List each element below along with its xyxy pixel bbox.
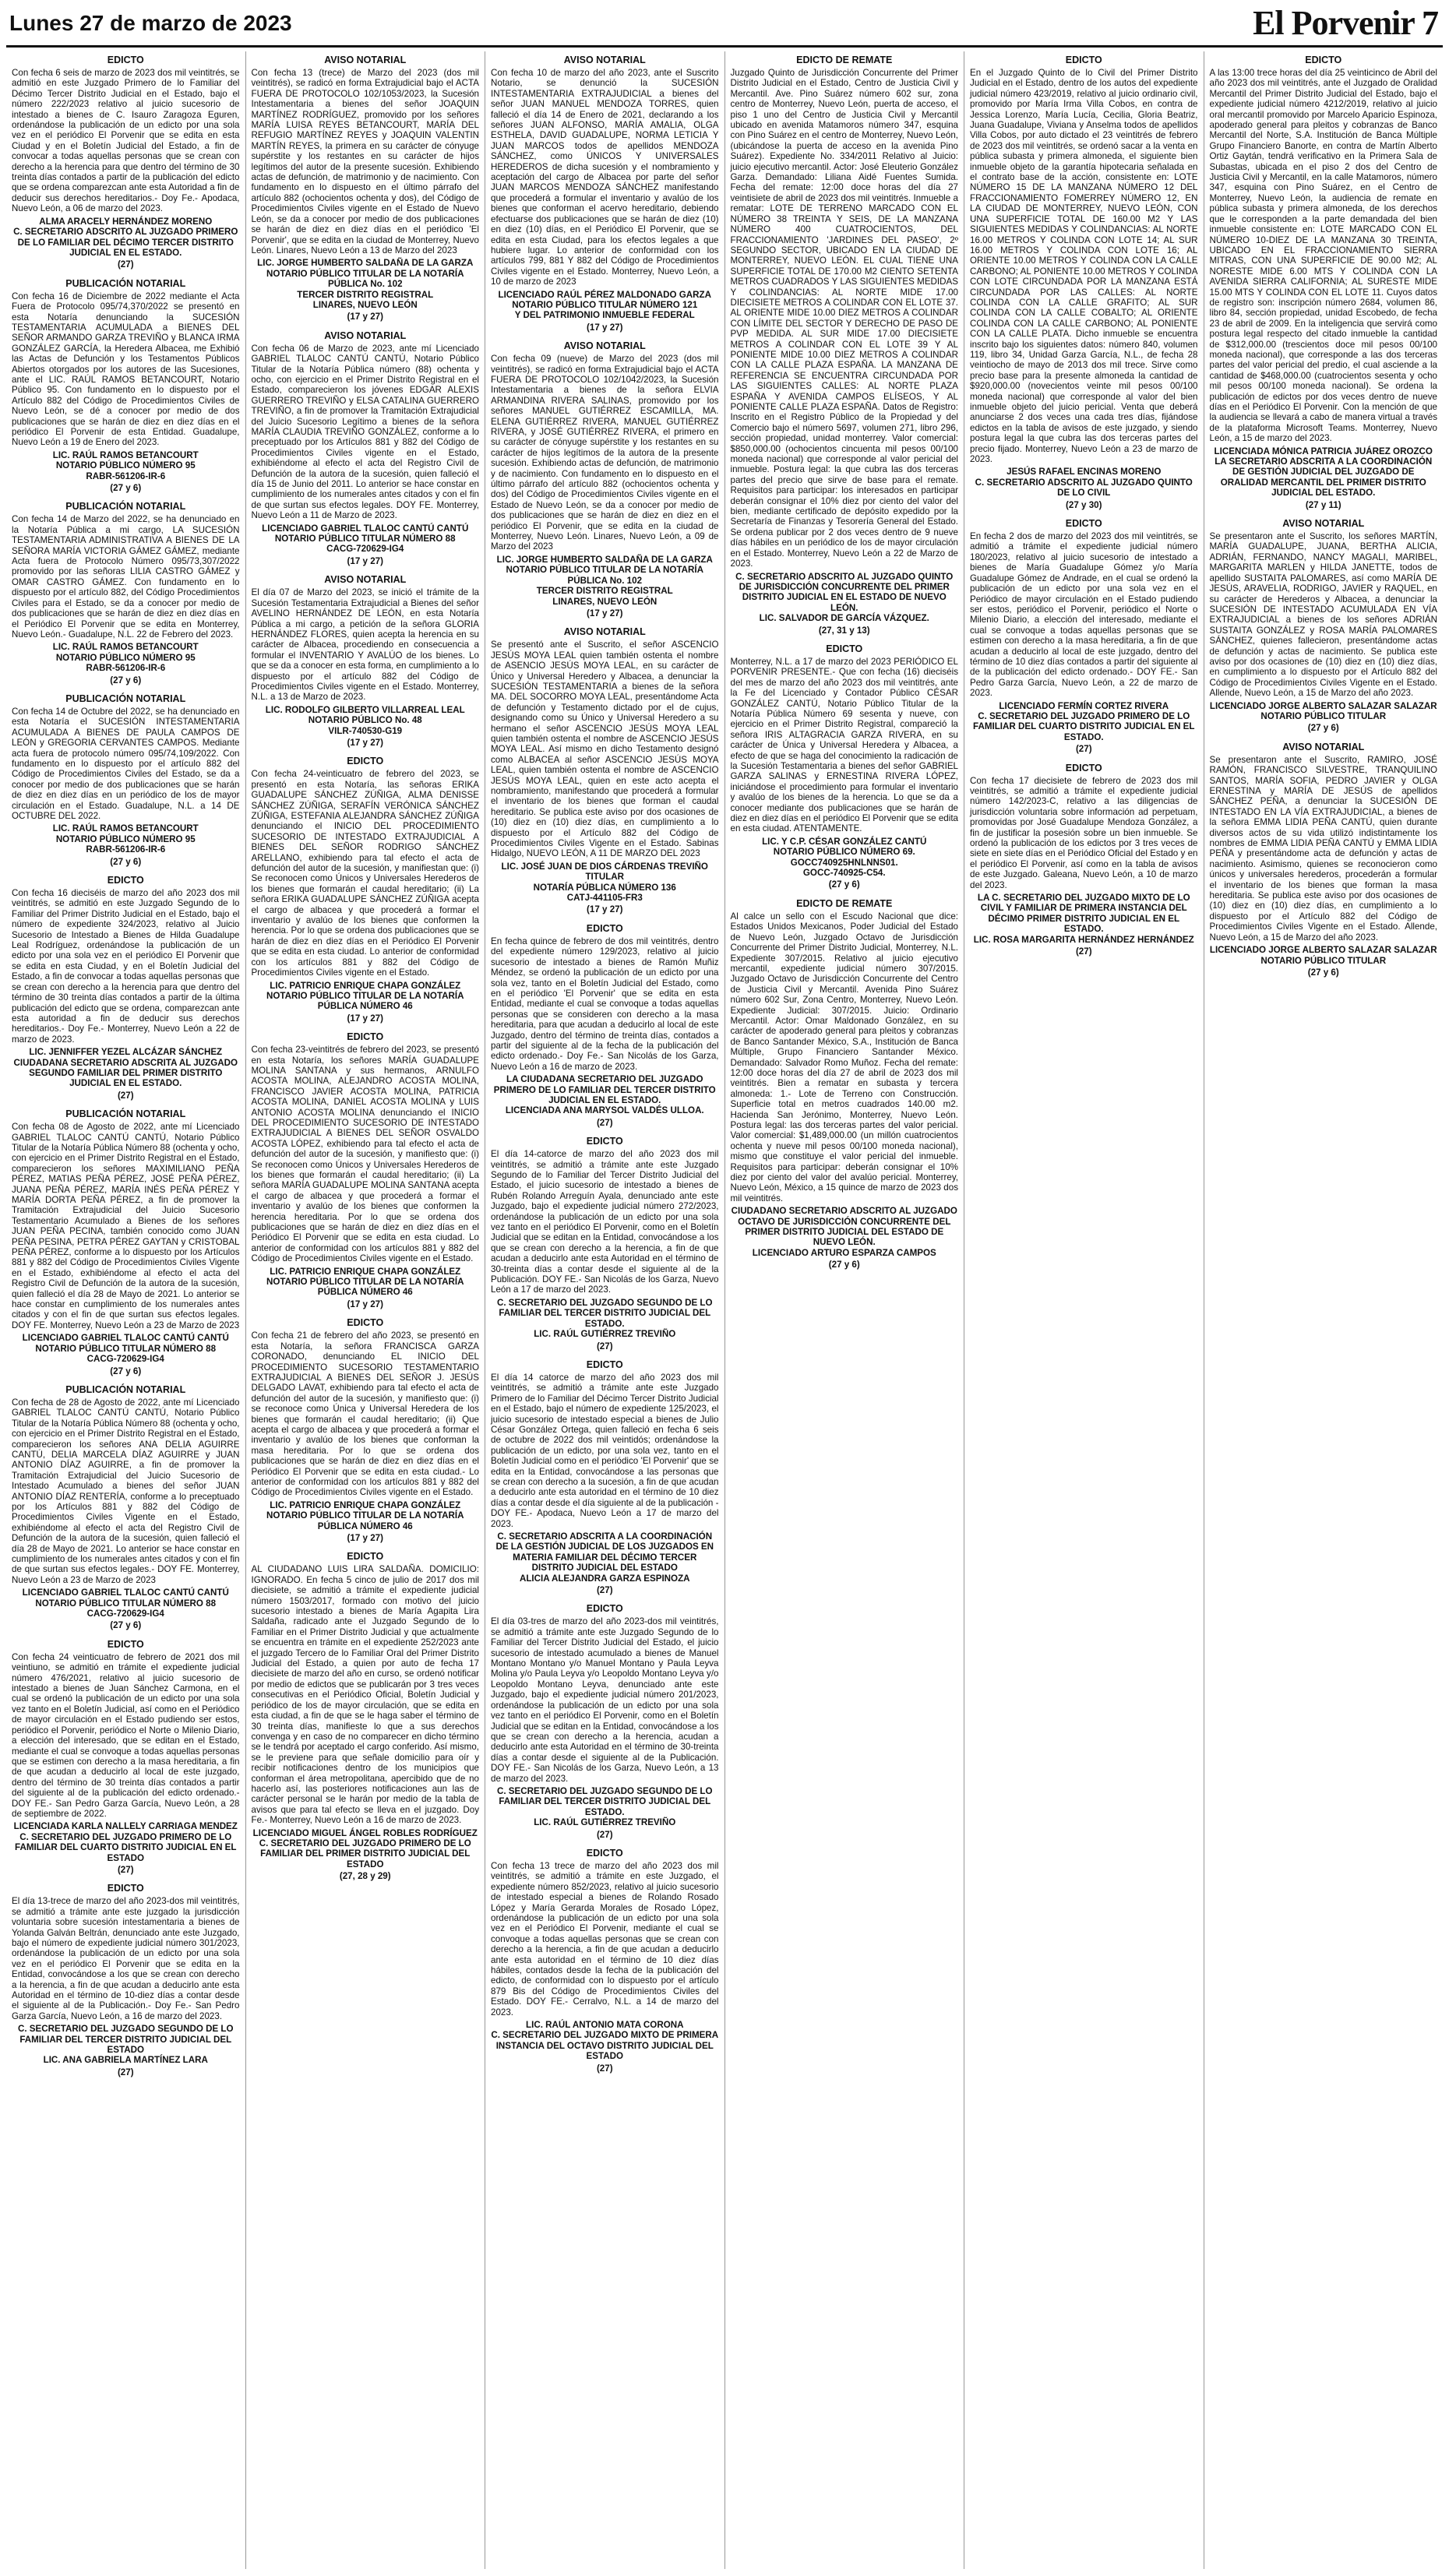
notice-signature: LICENCIADO MIGUEL ÁNGEL ROBLES RODRÍGUEZ C. SECRETARIO DEL JUZGADO PRIMERO DE LO FAMILIAR DEL PRIMER DISTRITO JUDICIAL DEL ESTADO [252, 1827, 478, 1869]
notice-body: Con fecha 24-veinticuatro de febrero del 2023, se presentó en esta Notaría, las señoras ERIKA GUADALUPE SÁNCHEZ ZÚÑIGA, ALMA DENISSE SÁNCHEZ ZÚÑIGA, SERAFÍN VERÓNICA SÁNCHEZ ZÚÑIGA, ESTEFANIA ALEJANDRA SÁNCHEZ ZÚÑIGA denunciando el INICIO DEL PROCEDIMIENTO SUCESORIO DE INTESTADO EXTRAJUDICIAL A BIENES DEL SEÑOR RODRIGO SÁNCHEZ ARELLANO, exhibiendo para tal efecto el acta de defunción del autor de la sucesión, y manifiestan que: (i) Se reconocen como Únicos y Universales Herederos de los bienes que formarán el caudal hereditario; (ii) La señora ERIKA GUADALUPE SÁNCHEZ ZÚÑIGA acepta el cargo de albacea y que procederá a formar el inventario y avalúo de los bienes que conformen la herencia. Por lo que se ordena dos publicaciones que se harán de diez en diez días en el Periódico El Porvenir que se edita en esta ciudad. Lo anterior de conformidad con los artículos 881 y 882 del Código de Procedimientos Civiles vigente en el Estado. [251, 769, 479, 978]
notice-heading: PUBLICACIÓN NOTARIAL [65, 1383, 186, 1395]
notice-signature: LIC. PATRICIO ENRIQUE CHAPA GONZÁLEZ NOTARIO PÚBLICO TITULAR DE LA NOTARÍA PÚBLICA NÚMERO 46 [266, 980, 464, 1012]
notice-publication-dates: (17 y 27) [347, 555, 383, 566]
notice-signature: LICENCIADO GABRIEL TLALOC CANTÚ CANTÚ NOTARIO PÚBLICO TITULAR NÚMERO 88 CACG-720629-IG4 [22, 1333, 229, 1365]
column-1 [6, 51, 246, 2569]
notice-signature: LICENCIADA MÓNICA PATRICIA JUÁREZ OROZCO LA SECRETARIO ADSCRITA A LA COORDINACIÓN DE GESTIÓN JUDICIAL DEL JUZGADO DE ORALIDAD MERCANTIL DEL PRIMER DISTRITO JUDICIAL DEL ESTADO. [1214, 446, 1433, 499]
notice-heading: PUBLICACIÓN NOTARIAL [65, 277, 186, 289]
masthead-rule [6, 45, 1443, 48]
notice-heading: AVISO NOTARIAL [1282, 518, 1365, 530]
notice-heading: EDICTO [347, 1317, 384, 1329]
notice-heading: EDICTO [1065, 518, 1102, 530]
notice-publication-dates: (27, 31 y 13) [818, 625, 870, 636]
notice-signature: LA CIUDADANA SECRETARIO DEL JUZGADO PRIMERO DE LO FAMILIAR DEL TERCER DISTRITO JUDICIAL EN EL ESTADO. LICENCIADA ANA MARYSOL VALDÉS ULLOA. [493, 1074, 716, 1116]
legal-notice [731, 898, 959, 1270]
notice-body: Se presentó ante el Suscrito, el señor ASCENCIO JESÚS MOYA LEAL quien también ostenta el nombre de ASENCIO JESÚS MOYA LEAL, en su carácter de Único y Universal Heredero y Albacea, a denunciar la SUCESIÓN TESTAMENTARIA a bienes de la señora MA. DEL SOCORRO MOYA LEAL, presentándome Acta de defunción y Testamento dictado por el de cujus, designando como su Único y Universal Heredero a su hermano el señor ASCENCIO JESÚS MOYA LEAL quien también ostenta el nombre de ASCENCIO JESÚS MOYA LEAL. Así mismo en dicho Testamento designó como ALBACEA al señor ASCENCIO JESÚS MOYA LEAL, quien también ostenta el nombre de ASCENCIO JESÚS MOYA LEAL, quien en este acto acepta el nombramiento, manifestando que procederá a formular el inventario de los bienes que forman el caudal hereditario. Se publica este aviso por dos ocasiones de (10) diez en (10) diez días, en cumplimiento a lo dispuesto por el Artículo 882 del Código de Procedimientos Civiles Vigente en el Estado. Sabinas Hidalgo, NUEVO LEÓN, A 11 DE MARZO DEL 2023 [491, 640, 719, 859]
notice-publication-dates: (27) [117, 259, 134, 270]
notice-publication-dates: (17 y 27) [347, 1299, 383, 1309]
notice-body: Con fecha 16 de Diciembre de 2022 mediante el Acta Fuera de Protocolo 095/74,370/2022 se presentó en esta Notaría denunciando la SUCESIÓN TESTAMENTARIA ACUMULADA a BIENES DEL SEÑOR ARMANDO GARZA TREVIÑO y BLANCA IRMA GONZÁLEZ GARCÍA, la Heredera Albacea, me Exhibió las Actas de Defunción y los Testamentos Públicos Abiertos otorgados por los autores de las Sucesiones, ante el LIC. RAÚL RAMOS BETANCOURT, Notario Público 95. Con fundamento en lo dispuesto por el Artículo 882 del Código de Procedimientos Civiles de Nuevo León, se dé a conocer por medio de dos publicaciones que se harán de diez en diez días en el periódico El Porvenir de esta Entidad. Guadalupe, Nuevo León a 19 de Enero del 2023. [12, 291, 240, 448]
notice-publication-dates: (17 y 27) [587, 608, 623, 618]
notice-signature: JESÚS RAFAEL ENCINAS MORENO C. SECRETARIO ADSCRITO AL JUZGADO QUINTO DE LO CIVIL [975, 467, 1193, 499]
notice-signature: LIC. RAÚL RAMOS BETANCOURT NOTARIO PÚBLICO NÚMERO 95 RABR-561206-IR-6 [52, 642, 199, 674]
notice-body: Con fecha 06 de Marzo de 2023, ante mí Licenciado GABRIEL TLALOC CANTÚ CANTÚ, Notario Público Titular de la Notaría Pública número (88) ochenta y ocho, con ejercicio en el Primer Distrito Registral en el Estado, comparecieron los jóvenes EDGAR ALEXIS GUERRERO TREVIÑO y ELSA CATALINA GUERRERO TREVIÑO, a fin de promover la Tramitación Extrajudicial del Juicio Sucesorio Legítimo a bienes de la señora MARÍA CLAUDIA TREVIÑO GONZÁLEZ, conforme a lo preceptuado por los Artículos 881 y 882 del Código de Procedimientos Civiles vigente en el Estado, exhibiéndome al efecto el acta del Registro Civil de Defunción de la autora de la sucesión, quien falleció el día 15 de Junio del 2011. Lo anterior se hace constar en cumplimiento de los numerales antes citados y con el fin de que surtan sus efectos legales. DOY FE. Monterrey, Nuevo León a 11 de Marzo de 2023. [251, 343, 479, 521]
legal-notice [12, 55, 240, 270]
legal-notice [1210, 55, 1438, 510]
notice-heading: EDICTO DE REMATE [796, 897, 893, 909]
notice-body: Con fecha 16 dieciséis de marzo del año 2023 dos mil veintitrés, se admitió en este Juzgado Segundo de lo Familiar del Primer Distrito Judicial en el Estado, bajo el número de expediente 324/2023, relativo al Juicio Sucesorio de Intestado a Bienes de Hilda Guadalupe Leal Rodríguez, ordenándose la publicación de un edicto por una sola vez en el periódico El Porvenir que se edita en esta Ciudad, y en el Boletín Judicial del Estado, a fin de convocar a todas aquellas personas que se crean con derecho a la herencia para que dentro del término de 30 treinta días contados a partir de la última publicación del edicto que se ordena, comparezcan ante esta autoridad a fin de deducir sus derechos hereditarios.- Doy Fe.- Monterrey, Nuevo León a 22 de marzo de 2023. [12, 888, 240, 1045]
notice-heading: EDICTO [1065, 55, 1102, 65]
notice-body: El día 13-trece de marzo del año 2023-dos mil veintitrés, se admitió a trámite ante este juzgado la jurisdicción voluntaria sobre sucesión intestamentaria a bienes de Yolanda Galván Beltrán, denunciado ante este Juzgado, bajo el número de expediente judicial número 301/2023, ordenándose la publicación de un edicto por una sola vez en el periódico El Porvenir que se edita en la Entidad, convocándose a los que se crean con derecho a la herencia, a fin de que acudan a deducirlo ante esta Autoridad en el término de 10-diez días a contar desde el siguiente al de la Publicación.- Doy Fe.- San Pedro Garza García, Nuevo León, a 16 de marzo del 2023. [12, 1896, 240, 2021]
notice-heading: EDICTO DE REMATE [796, 55, 893, 65]
notice-body: Con fecha 13 trece de marzo del año 2023 dos mil veintitrés, se admitió a trámite en este Juzgado, el expediente número 852/2023, relativo al juicio sucesorio de intestado especial a bienes de Rolando Rosado López y María Gerarda Morales de Rosado López, ordenándose la publicación de un edicto por una sola vez en el Periódico El Porvenir, mediante el cual se convoque a todas aquellas personas que se crean con derecho a la herencia, a fin de que acudan a deducirlo ante esta autoridad en el término de 10 diez días hábiles, contados desde la fecha de la publicación del edicto, de conformidad con lo dispuesto por el artículo 879 Bis del Código de Procedimientos Civiles del Estado. DOY FE.- Cerralvo, N.L. a 14 de marzo del 2023. [491, 1860, 719, 2017]
notice-body: Se presentaron ante el Suscrito, los señores MARTÍN, MARÍA GUADALUPE, JUANA, BERTHA ALICIA, ADRIÁN, FERNANDO, NANCY MAGALI, MARIBEL, MARGARITA MARLEN y HILDA JANETTE, todos de apellido SUSTAITA PALOMARES, así como MARÍA DE JESÚS, ARAVELIA, RODRIGO, JAVIER y RAQUEL, en su carácter de Herederos y Albacea, a denunciar la SUCESIÓN DE INTESTADO ACUMULADA EN VÍA EXTRAJUDICIAL a bienes de los señores ADRIÁN SUSTAITA GONZÁLEZ y ROSA MARÍA PALOMARES SÁNCHEZ, quienes fallecieron, presentándome actas de defunción y actas de nacimiento. Se publica este aviso por dos ocasiones de (10) diez en (10) diez días, en cumplimiento a lo dispuesto por el Artículo 882 del Código de Procedimientos Civiles Vigente en el Estado. Allende, Nuevo León, a 15 de Marzo del año 2023. [1209, 531, 1437, 699]
notice-signature: LIC. Y C.P. CÉSAR GONZÁLEZ CANTÚ NOTARIO PÚBLICO NÚMERO 69. GOCC740925HNLNNS01. GOCC-740925-C54. [762, 836, 927, 879]
legal-notice [1210, 742, 1438, 978]
notice-publication-dates: (17 y 27) [587, 322, 623, 333]
notice-signature: LICENCIADA KARLA NALLELY CARRIAGA MENDEZ C. SECRETARIO DEL JUZGADO PRIMERO DE LO FAMILIAR DEL CUARTO DISTRITO JUDICIAL EN EL ESTADO [13, 1821, 238, 1863]
notice-heading: EDICTO [107, 55, 144, 65]
notice-body: Con fecha 14 de Marzo del 2022, se ha denunciado en la Notaría Pública a mi cargo, LA SUCESIÓN TESTAMENTARIA ADMINISTRATIVA A BIENES DE LA SEÑORA MARÍA VICTORIA GÁMEZ GÁMEZ, mediante Acta fuera de Protocolo Número 095/73,307/2022 promovido por las señoras LILIA CASTRO GÁMEZ y OMAR CASTRO GÁMEZ. Con fundamento en lo dispuesto por el artículo 882, del Código Procedimientos Civiles para el Estado, se da a conocer por medio de dos publicaciones que se harán de diez en diez días en el Periódico El Porvenir que se edita en Monterrey, Nuevo León.- Guadalupe, N.L. 22 de Febrero del 2023. [12, 514, 240, 640]
notice-body: Con fecha 23-veintitrés de febrero del 2023, se presentó en esta Notaría, los señores MARÍA GUADALUPE MOLINA SANTANA y sus hermanos, ARNULFO ACOSTA MOLINA, ALEJANDRO ACOSTA MOLINA, FRANCISCO JAVIER ACOSTA MOLINA, PATRICIA ACOSTA MOLINA, DANIEL ACOSTA MOLINA y LUIS ANTONIO ACOSTA MOLINA denunciando el INICIO DEL PROCEDIMIENTO SUCESORIO DE INTESTADO EXTRAJUDICIAL A BIENES DEL SEÑOR OSVALDO ACOSTA LÓPEZ, exhibiendo para tal efecto el acta de defunción del autor de la sucesión, y manifiesto que: (i) Se reconocen como Únicos y Universales Herederos de los bienes que formarán el caudal hereditario; (ii) La señora MARÍA GUADALUPE MOLINA SANTANA acepta el cargo de albacea y que procederá a formar el inventario y avalúo de los bienes que conformen la herencia hereditaria. Por lo que se ordena dos publicaciones que se harán de diez en diez días en el Periódico El Porvenir que se edita en esta ciudad. Lo anterior de conformidad con los artículos 881 y 882 del Código de Procedimientos Civiles vigente en el Estado. [251, 1045, 479, 1264]
notice-heading: AVISO NOTARIAL [563, 626, 646, 638]
legal-notice [731, 55, 959, 636]
legal-notice [1210, 518, 1438, 734]
legal-notice [491, 923, 719, 1128]
notice-body: Con fecha de 28 de Agosto de 2022, ante mí Licenciado GABRIEL TLALOC CANTÚ CANTÚ, Notario Público Titular de la Notaría Pública Número 88 (ochenta y ocho, con ejercicio en el Primer Distrito Registral en el Estado, comparecieron los señores ANA DELIA AGUIRRE CANTÚ, DELIA MARCELA DÍAZ AGUIRRE y JUAN ANTONIO DÍAZ AGUIRRE, a fin de promover la Tramitación Extrajudicial del Juicio Sucesorio de Intestado Acumulado a bienes del señor JUAN ANTONIO DÍAZ RENTERÍA, conforme a lo preceptuado por los Artículos 881 y 882 del Código de Procedimientos Civiles Vigente en el Estado, exhibiéndome al efecto el acta del Registro Civil de Defunción de la autora de la sucesión, quien falleció el día 28 de Mayo de 2021. Lo anterior se hace constar en cumplimiento de los numerales antes citados y con el fin de que surtan sus efectos legales.- DOY FE. Monterrey, Nuevo León a 23 de Marzo de 2023 [12, 1397, 240, 1585]
notice-publication-dates: (27) [1075, 946, 1092, 957]
notice-signature: C. SECRETARIO ADSCRITA A LA COORDINACIÓN DE LA GESTIÓN JUDICIAL DE LOS JUZGADOS EN MATERIA FAMILIAR DEL DÉCIMO TERCER DISTRITO JUDICIAL DEL ESTADO ALICIA ALEJANDRA GARZA ESPINOZA [495, 1531, 714, 1584]
notice-publication-dates: (27 y 6) [110, 1620, 142, 1631]
notice-signature: LIC. RODOLFO GILBERTO VILLARREAL LEAL NOTARIO PÚBLICO No. 48 VILR-740530-G19 [265, 704, 465, 736]
notice-body: El día 07 de Marzo del 2023, se inició el trámite de la Sucesión Testamentaria Extrajudicial a Bienes del señor AVELINO HERNÁNDEZ DE LEÓN, en esta Notaría Pública a mi cargo, a petición de la señora GLORIA HERNÁNDEZ FLORES, quien acepta la herencia en su carácter de Albacea, procediendo en consecuencia a formular el INVENTARIO Y AVALÚO de los bienes. Lo que se da a conocer en esta forma, en cumplimiento a lo dispuesto por el artículo 882 del Código de Procedimientos Civiles vigente en el Estado. Monterrey, N.L. a 13 de Marzo de 2023. [251, 587, 479, 703]
notice-signature: LICENCIADO GABRIEL TLALOC CANTÚ CANTÚ NOTARIO PÚBLICO TITULAR NÚMERO 88 CACG-720629-IG4 [262, 523, 469, 555]
notice-heading: EDICTO [586, 1847, 623, 1859]
notice-body: Con fecha 09 (nueve) de Marzo del 2023 (dos mil veintitrés), se radicó en forma Extrajudicial bajo el ACTA FUERA DE PROTOCOLO 102/1042/2023, la Sucesión Intestamentaria a bienes de la señora ELVIA ARMANDINA RIVERA SALINAS, promovido por los señores MANUEL GUTIÉRREZ ESCAMILLA, MA. ELENA GUTIÉRREZ RIVERA, MANUEL GUTIÉRREZ RIVERA, y JOSÉ GUTIÉRREZ RIVERA, el primero en su carácter de cónyuge supérstite y los restantes en su carácter de hijos legítimos de la autora de la presente sucesión. Exhibiendo actas de defunción, de matrimonio y de nacimiento. Con fundamento en lo dispuesto en el último párrafo del artículo 882 (ochocientos ochenta y dos) del Código de Procedimientos Civiles vigente en el Estado de Nuevo León, se da a conocer por medio de dos publicaciones que se harán de diez en diez en el periódico El Porvenir, que se edita en la ciudad de Monterrey, Nuevo León. Linares, Nuevo León, a 09 de Marzo del 2023 [491, 354, 719, 552]
notice-heading: EDICTO [347, 756, 384, 767]
notice-heading: EDICTO [347, 1551, 384, 1563]
notice-body: AL CIUDADANO LUIS LIRA SALDAÑA. DOMICILIO: IGNORADO. En fecha 5 cinco de julio de 2017 dos mil diecisiete, se admitió a trámite el expediente judicial número 1503/2017, formado con motivo del juicio sucesorio intestado a bienes de María Agapita Lira Saldaña, radicado ante el Juzgado Segundo de lo Familiar en el Primer Distrito Judicial y que actualmente se encuentra en trámite en el expediente 252/2023 ante el juzgado Tercero de lo Familiar Oral del Primer Distrito Judicial del Estado, a quien por auto de fecha 17 diecisiete de marzo del año en curso, se ordenó notificar por medio de edictos que se publicarán por 3 tres veces consecutivas en el Periódico Oficial, Boletín Judicial y periódico de los de mayor circulación, que se edita en esta ciudad, a fin de que se le haga saber el término de 30 treinta días, manifieste lo que a sus derechos convenga y en caso de no comparecer en dicho término se le tendrá por aceptado el cargo conferido. Así mismo, se le previene para que señale domicilio para oír y recibir notificaciones dentro de los municipios que conforman el área metropolitana, apercibido que de no hacerlo así, las posteriores notificaciones aun las de carácter personal se le harán por medio de la tabla de avisos que para tal efecto se lleva en el juzgado. Doy Fe.- Monterrey, Nuevo León a 16 de marzo de 2023. [251, 1564, 479, 1826]
notice-body: Con fecha 17 diecisiete de febrero de 2023 dos mil veintitrés, se admitió a trámite el expediente judicial número 142/2023-C, relativo a las diligencias de jurisdicción voluntaria sobre información ad perpetuam, promovidas por José Guadalupe Mendoza González, a fin de justificar la posesión sobre un bien inmueble. Se ordenó la publicación de los edictos por 3 tres veces de siete en siete días en el Periódico Oficial del Estado y en el periódico El Porvenir, así como en la tabla de avisos de este Juzgado. Galeana, Nuevo León, a 10 de marzo del 2023. [970, 775, 1198, 890]
notice-publication-dates: (27) [596, 1829, 613, 1840]
legal-notice [12, 875, 240, 1101]
notice-body: El día 14-catorce de marzo del año 2023 dos mil veintitrés, se admitió a trámite ante este Juzgado Segundo de lo Familiar del Tercer Distrito Judicial del Estado, el juicio sucesorio de intestado a bienes de Rubén Rolando Arreguín Ayala, denunciado ante este Juzgado, bajo el expediente judicial número 272/2023, ordenándose la publicación de un edicto por una sola vez tanto en el periódico El Porvenir, como en el Boletín Judicial que se editan en la Entidad, convocándose a los que se crean con derecho a la herencia, a fin de que acudan a deducirlo ante esta Autoridad en el término de 30-treinta días a contar desde el siguiente al de la Publicación. DOY FE.- San Nicolás de los Garza, Nuevo León a 17 de marzo del 2023. [491, 1149, 719, 1295]
notice-signature: LIC. PATRICIO ENRIQUE CHAPA GONZÁLEZ NOTARIO PÚBLICO TITULAR DE LA NOTARÍA PÚBLICA NÚMERO 46 [266, 1499, 464, 1531]
notice-heading: EDICTO [107, 1883, 144, 1894]
notice-signature: C. SECRETARIO ADSCRITO AL JUZGADO QUINTO DE JURISDICCIÓN CONCURRENTE DEL PRIMER DISTRITO JUDICIAL EN EL ESTADO DE NUEVO LEÓN. LIC. SALVADOR DE GARCÍA VÁZQUEZ. [735, 571, 954, 624]
notice-heading: AVISO NOTARIAL [1282, 741, 1365, 752]
logo-text: El Porvenir [1253, 4, 1414, 42]
notice-heading: EDICTO [826, 643, 863, 654]
column-6 [1204, 51, 1444, 2569]
notice-signature: LIC. RAÚL RAMOS BETANCOURT NOTARIO PÚBLICO NÚMERO 95 RABR-561206-IR-6 [52, 449, 199, 481]
legal-notice [12, 693, 240, 867]
notice-publication-dates: (17 y 27) [347, 737, 383, 748]
logo-mark: 7 [1422, 4, 1438, 42]
legal-notice [252, 1551, 480, 1881]
notice-body: Al calce un sello con el Escudo Nacional que dice: Estados Unidos Mexicanos, Poder Judicial del Estado de Nuevo León, Juzgado Octavo de Jurisdicción Concurrente del Primer Distrito Judicial, Monterrey, N.L. Expediente 307/2015. Relativo al juicio ejecutivo mercantil, expediente judicial número 307/2015. Juzgado Octavo de Jurisdicción Concurrente del Centro de Justicia Civil y Mercantil. Avenida Pino Suárez número 602 Sur, Zona Centro, Monterrey, Nuevo León. Expediente Judicial: 307/2015. Juicio: Ordinario Mercantil. Actor: Omar Maldonado González, en su carácter de apoderado general para pleitos y cobranzas de Banco Santander México, S.A., Institución de Banca Múltiple, Grupo Financiero Santander México. Demandado: Salvador Romo Muñoz. Fecha del remate: 12:00 doce horas del día 27 de abril de 2023 dos mil veintitrés. Bien a rematar en subasta y tercera almoneda: 1.- Lote de Terreno con Construcción. Superficie total en metros cuadrados 140.00 m2. Hacienda San Jerónimo, Monterrey, Nuevo León. Postura legal: las dos terceras partes del valor pericial. Valor comercial: $1,489,000.00 (un millón cuatrocientos ochenta y nueve mil pesos 00/100 moneda nacional), mismo que constituye el valor pericial del inmueble. Requisitos para participar: deberán consignar el 10% diez por ciento del valor del avalúo pericial. Monterrey, Nuevo León, México, a 15 quince de marzo de 2023 dos mil veintitrés. [730, 911, 958, 1203]
notice-signature: LICENCIADO JORGE ALBERTO SALAZAR SALAZAR NOTARIO PÚBLICO TITULAR [1209, 700, 1437, 721]
legal-notice [252, 55, 480, 322]
legal-notice [252, 574, 480, 748]
notice-signature: LIC. JORGE HUMBERTO SALDAÑA DE LA GARZA NOTARIO PÚBLICO TITULAR DE LA NOTARÍA PÚBLICA No. 102 TERCER DISTRITO REGISTRAL LINARES, NUEVO LEÓN [257, 258, 474, 310]
notice-publication-dates: (27) [596, 1117, 613, 1128]
legal-notice [491, 55, 719, 333]
notice-publication-dates: (27 y 6) [110, 675, 142, 685]
legal-notice [12, 1883, 240, 2077]
notice-body: Con fecha 21 de febrero del año 2023, se presentó en esta Notaría, la señora FRANCISCA GARZA CORONADO, denunciando EL INICIO DEL PROCEDIMIENTO SUCESORIO TESTAMENTARIO EXTRAJUDICIAL A BIENES DEL SEÑOR J. JESÚS DELGADO LAVAT, exhibiendo para tal efecto el acta de defunción del autor de la sucesión, y manifiesto que: (i) se reconoce como Única y Universal Heredera de los bienes que formarán el caudal hereditario; (ii) Que acepta el cargo de albacea y que procederá a formar el inventario y avalúo de los bienes que conforman la masa hereditaria. Por lo que se ordena dos publicaciones que se harán de diez en diez días en el Periódico El Porvenir que se edita en esta ciudad.- Lo anterior de conformidad con los artículos 881 y 882 del Código de Procedimientos Civiles vigente en el Estado. [251, 1330, 479, 1498]
notice-heading: PUBLICACIÓN NOTARIAL [65, 501, 186, 513]
legal-notice [252, 756, 480, 1024]
notice-publication-dates: (27 y 6) [828, 879, 860, 890]
notice-signature: CIUDADANO SECRETARIO ADSCRITO AL JUZGADO OCTAVO DE JURISDICCIÓN CONCURRENTE DEL PRIMER DISTRITO JUDICIAL DEL ESTADO DE NUEVO LEÓN. LICENCIADO ARTURO ESPARZA CAMPOS [731, 1206, 957, 1258]
notice-signature: C. SECRETARIO DEL JUZGADO SEGUNDO DE LO FAMILIAR DEL TERCER DISTRITO JUDICIAL DEL ESTADO. LIC. RAÚL GUTIÉRREZ TREVIÑO [496, 1785, 713, 1828]
notice-body: Con fecha 24 veinticuatro de febrero de 2021 dos mil veintiuno, se admitió en trámite el expediente judicial número 476/2021, relativo al juicio sucesorio de intestado a bienes de Juan Sánchez Carmona, en el cual se ordenó la publicación de un edicto por una sola vez tanto en el Boletín Judicial, así como en el Periódico de mayor circulación en el Estado pudiendo ser estos, periódico el Porvenir, periódico el Norte o Milenio Diario, a elección del interesado, que se editan en el Estado, mediante el cual se convoque a todas aquellas personas que se estimen con derecho a la masa hereditaria, a fin de que acudan a deducirlo al local de este juzgado, dentro del término de 30 treinta días contados a partir del siguiente al de la publicación del edicto ordenado.- DOY FE.- San Pedro Garza García, Nuevo León, a 28 de septiembre de 2022. [12, 1651, 240, 1819]
legal-notice [970, 763, 1198, 957]
notice-publication-dates: (27 y 6) [110, 483, 142, 494]
notice-publication-dates: (27) [117, 2067, 134, 2077]
classified-columns [6, 51, 1443, 2569]
notice-body: En fecha 2 dos de marzo del 2023 dos mil veintitrés, se admitió a trámite el expediente judicial número 180/2023, relativo al juicio sucesorio de intestado a bienes de María Guadalupe Gómez y/o María Guadalupe Gómez de Andrade, en el cual se ordenó la publicación de un edicto por una sola vez en el Periódico de mayor circulación en el Estado pudiendo ser estos, periódico el Porvenir, periódico el Norte o Milenio Diario, a elección del interesado, mediante el cual se convoque a todas aquellas personas que se estimen con derecho a la masa hereditaria, a fin de que acudan a deducirlo al local de este juzgado, dentro del término de 10 diez días contados a partir del siguiente al de la publicación del edicto ordenado.- DOY FE.- San Pedro Garza García, Nuevo León, a 22 de marzo de 2023. [970, 531, 1198, 699]
notice-body: Con fecha 08 de Agosto de 2022, ante mí Licenciado GABRIEL TLALOC CANTÚ CANTÚ, Notario Público Titular de la Notaría Pública Número 88 (ochenta y ocho, con ejercicio en el Primer Distrito Registral en el Estado, comparecieron los señores MAXIMILIANO PEÑA PÉREZ, MATIAS PEÑA PÉREZ, JOSÉ PEÑA PÉREZ, JUANA PEÑA PÉREZ, MARÍA INÉS PEÑA PÉREZ Y MARÍA DORTA PEÑA PÉREZ, a fin de promover la Tramitación Extrajudicial del Juicio Sucesorio Testamentario Acumulado a Bienes de los señores JUAN PEÑA PECINA, también conocido como JUAN PEÑA PESINA, PETRA PÉREZ GAYTAN y CRISTOBAL PEÑA PÉREZ, conforme a lo dispuesto por los Artículos 881 y 882 del Código de Procedimientos Civiles Vigente en el Estado, exhibiéndome al efecto el acta del Registro Civil de Defunción de la autora de la sucesión, quien falleció el día 28 de Mayo de 2021. Lo anterior se hace constar en cumplimiento de los numerales antes citados y con el fin de que surtan sus efectos legales. DOY FE. Monterrey, Nuevo León a 23 de Marzo de 2023 [12, 1122, 240, 1330]
legal-notice [491, 1603, 719, 1840]
notice-heading: AVISO NOTARIAL [324, 329, 407, 341]
notice-publication-dates: (27) [596, 2063, 613, 2074]
notice-heading: EDICTO [586, 1603, 623, 1615]
notice-heading: EDICTO [586, 1358, 623, 1370]
notice-signature: LIC. JENNIFFER YEZEL ALCÁZAR SÁNCHEZ CIUDADANA SECRETARIO ADSCRITA AL JUZGADO SEGUNDO FAMILIAR DEL PRIMER DISTRITO JUDICIAL EN EL ESTADO. [13, 1047, 238, 1089]
notice-publication-dates: (27 y 6) [1307, 723, 1339, 734]
notice-signature: C. SECRETARIO DEL JUZGADO SEGUNDO DE LO FAMILIAR DEL TERCER DISTRITO JUDICIAL DEL ESTADO LIC. ANA GABRIELA MARTÍNEZ LARA [17, 2024, 234, 2066]
notice-body: El día 14 catorce de marzo del año 2023 dos mil veintitrés, se admitió a trámite ante este Juzgado Primero de lo Familiar del Décimo Tercer Distrito Judicial en el Estado, bajo el número de expediente 125/2023, el juicio sucesorio de intestado especial a bienes de Julio César González Ortega, quien falleció en fecha 6 seis de octubre de 2022 dos mil veintidós; ordenándose la publicación de un edicto, por una sola vez, tanto en el Boletín Judicial como en el periódico 'El Porvenir' que se edita en la Entidad, convocándose a las personas que se crean con derecho a la sucesión, a fin de que acudan a deducirlo ante esta autoridad en el término de 10 diez días a contar desde el día siguiente al de la publicación - DOY FE.- Apodaca, Nuevo León a 17 de marzo del 2023. [491, 1372, 719, 1529]
notice-body: El día 03-tres de marzo del año 2023-dos mil veintitrés, se admitió a trámite ante este Juzgado Segundo de lo Familiar del Tercer Distrito Judicial del Estado, el juicio sucesorio de intestado acumulado a bienes de Manuel Montano Montano y/o Manuel Montano y Paula Leyva Molina y/o Paula Leyva y/o Leopoldo Montano Leyva y/o Leopoldo Montano Leyva, denunciado ante este Juzgado, bajo el expediente judicial número 201/2023, ordenándose la publicación de un edicto por una sola vez tanto en el periódico El Porvenir, como en el Boletín Judicial que se editan en la Entidad, convocándose a los que se crean con derecho a la herencia, acudan a deducirlo ante esta Autoridad en el término de 30-treinta días a contar desde el siguiente al de la Publicación. DOY FE.- San Nicolás de los Garza, Nuevo León, a 13 de marzo del 2023. [491, 1616, 719, 1784]
notice-publication-dates: (27 y 6) [828, 1260, 860, 1270]
notice-body: Monterrey, N.L. a 17 de marzo del 2023 PERIÓDICO EL PORVENIR PRESENTE.- Que con fecha (16) dieciséis del mes de marzo del año 2023 dos mil veintitrés, ante la Fe del Licenciado y Contador Público CÉSAR GONZÁLEZ CANTÚ, Notario Público Titular de la Notaría Pública Número 69 sesenta y nueve, con ejercicio en el Primer Distrito Registral, compareció la señora IRIS ALTAGRACIA GARZA RIVERA, en su carácter de Única y Universal Heredera y Albacea, a efecto de que se haga del conocimiento la radicación de la Sucesión Testamentaria a bienes del señor GABRIEL GARZA SALINAS y ERNESTINA RIVERA LÓPEZ, iniciándose el procedimiento para formular el inventario y avalúo de los bienes de la herencia. Lo que se da a conocer mediante dos publicaciones que se harán de diez en diez días en el periódico El Porvenir que se edita en esta ciudad. ATENTAMENTE. [730, 656, 958, 834]
notice-publication-dates: (17 y 27) [587, 904, 623, 915]
notice-publication-dates: (27) [117, 1090, 134, 1101]
legal-notice [491, 626, 719, 915]
newspaper-logo [1253, 3, 1438, 43]
legal-notice [12, 501, 240, 685]
notice-publication-dates: (27) [1075, 744, 1092, 755]
notice-heading: EDICTO [107, 1638, 144, 1650]
legal-notice [491, 340, 719, 618]
notice-publication-dates: (17 y 27) [347, 312, 383, 322]
issue-date: Lunes 27 de marzo de 2023 [9, 11, 292, 35]
notice-body: Con fecha 14 de Octubre del 2022, se ha denunciado en esta Notaría el SUCESIÓN INTESTAMENTARIA ACUMULADA A BIENES DE PAULA CAMPOS DE LEÓN y GREGORIA CERVANTES CAMPOS. Mediante acta fuera de protocolo número 095/74,109/2022. Con fundamento en lo dispuesto por el artículo 882 del Código de Procedimientos Civiles del Estado, se da a conocer por medio de dos publicaciones que se harán de diez en diez días en un periódico de los de mayor circulación en el Estado. Guadalupe, N.L. a 14 DE OCTUBRE DEL 2022. [12, 706, 240, 821]
legal-notice [491, 1136, 719, 1351]
column-2 [246, 51, 486, 2569]
column-3 [485, 51, 725, 2569]
notice-signature: LIC. RAÚL RAMOS BETANCOURT NOTARIO PÚBLICO NÚMERO 95 RABR-561206-IR-6 [52, 823, 199, 855]
notice-publication-dates: (27 y 6) [110, 1366, 142, 1376]
notice-signature: LIC. PATRICIO ENRIQUE CHAPA GONZÁLEZ NOTARIO PÚBLICO TITULAR DE LA NOTARÍA PÚBLICA NÚMERO 46 [266, 1266, 464, 1298]
notice-publication-dates: (27 y 30) [1066, 499, 1102, 510]
notice-body: En fecha quince de febrero de dos mil veintitrés, dentro del expediente número 129/2023, relativo al juicio sucesorio de intestado a bienes de Ramón Muñiz Méndez, se ordenó la publicación de un edicto por una sola vez, tanto en el Boletín Judicial del Estado, como en el periódico 'El Porvenir' que se edita en esta Entidad, mediante el cual se convoque a todas aquellas personas que se consideren con derecho a la masa hereditaria, para que acudan a deducirlo al local de este Juzgado, dentro del término de treinta días, contados a partir del siguiente al de la fecha de la publicación del edicto ordenado.- Doy Fe.- San Nicolás de los Garza, Nuevo León a 16 de marzo de 2023. [491, 936, 719, 1072]
notice-body: En el Juzgado Quinto de lo Civil del Primer Distrito Judicial en el Estado, dentro de los autos del expediente judicial número 423/2019, relativo al juicio ordinario civil, promovido por María Irma Villa Cobos, en contra de Jessica Lorenzo, María Lucía, Cecilia, Gloria Beatriz, Juana Guadalupe, Viviana y Anselma todos de apellidos Villa Cobos, por auto dictado el 23 veintitrés de febrero de 2023 dos mil veintitrés, se ordenó sacar a la venta en pública subasta y primera almoneda, el siguiente bien inmueble objeto de la garantía hipotecaria señalada en el contrato base de la acción, consistente en: LOTE NÚMERO 15 DE LA MANZANA NÚMERO 12 DEL FRACCIONAMIENTO FOMERREY NÚMERO 12, EN LA CIUDAD DE MONTERREY, NUEVO LEÓN, CON UNA SUPERFICIE TOTAL DE 160.00 M2 Y LAS SIGUIENTES MEDIDAS Y COLINDANCIAS: AL NORTE 16.00 METROS Y COLINDA CON LOTE 14; AL SUR 16.00 METROS Y COLINDA CON LOTE 16; AL ORIENTE 10.00 METROS Y COLINDA CON LA CALLE CARBONO; AL PONIENTE 10.00 METROS Y COLINDA CON LOTE CIRCUNDADA POR LA MANZANA ESTÁ CIRCUNDADA POR LAS CALLES: AL NORTE COLINDA CON LA CALLE GRAFITO; AL SUR COLINDA CON LA CALLE COBALTO; AL ORIENTE COLINDA CON LA CALLE CARBONO; AL PONIENTE CON LA CALLE PLATA. Dicho inmueble se encuentra inscrito bajo los siguientes datos: número 840, volumen 119, libro 34, Unidad Garza García, N.L., de fecha 28 veintiocho de mayo de 2013 dos mil trece. Sirve como precio base para la presente almoneda la cantidad de $920,000.00 (novecientos veinte mil pesos 00/100 moneda nacional) que corresponde al valor del bien inmueble objeto del juicio pericial. Venta que deberá anunciarse 2 dos veces una cada tres días, fijándose edictos en la tabla de avisos de este juzgado, y siendo postura legal la que cubra las dos terceras partes del precio fijado. Monterrey, Nuevo León a 23 de marzo de 2023. [970, 68, 1198, 465]
notice-heading: PUBLICACIÓN NOTARIAL [65, 1108, 186, 1120]
notice-heading: EDICTO [347, 1031, 384, 1043]
notice-signature: LICENCIADO FERMÍN CORTEZ RIVERA C. SECRETARIO DEL JUZGADO PRIMERO DE LO FAMILIAR DEL CUARTO DISTRITO JUDICIAL EN EL ESTADO. [973, 700, 1195, 742]
notice-publication-dates: (17 y 27) [347, 1013, 383, 1024]
notice-publication-dates: (27) [117, 1864, 134, 1875]
legal-notice [12, 278, 240, 494]
legal-notice [970, 518, 1198, 755]
notice-heading: EDICTO [586, 922, 623, 934]
notice-signature: LICENCIADO RAÚL PÉREZ MALDONADO GARZA NOTARIO PÚBLICO TITULAR NÚMERO 121 Y DEL PATRIMONIO INMUEBLE FEDERAL [498, 289, 712, 321]
legal-notice [12, 1108, 240, 1376]
legal-notice [12, 1384, 240, 1631]
notice-body: Con fecha 13 (trece) de Marzo del 2023 (dos mil veintitrés), se radicó en forma Extrajudicial bajo el ACTA FUERA DE PROTOCOLO 102/1053/2023, la Sucesión Intestamentaria a bienes del señor JOAQUIN MARTÍNEZ RODRÍGUEZ, promovido por los señores MARÍA LUISA REYES BETANCOURT, MARÍA DEL REFUGIO MARTÍNEZ REYES y JOAQUIN VALENTIN MARTÍN REYES, la primera en su carácter de cónyuge supérstite y los restantes en su carácter de hijos legítimos del autor de la presente sucesión. Exhibiendo actas de defunción, de matrimonio y de nacimiento. Con fundamento en lo dispuesto en el último párrafo del artículo 882 (ochocientos ochenta y dos), del Código de Procedimientos Civiles vigente en el Estado de Nuevo León, se da a conocer por medio de dos publicaciones se harán de diez en diez días en el periódico 'El Porvenir', que se edita en la ciudad de Monterrey, Nuevo León. Linares, Nuevo León a 13 de Marzo del 2023 [251, 68, 479, 255]
legal-notice [970, 55, 1198, 510]
column-4 [725, 51, 965, 2569]
notice-body: A las 13:00 trece horas del día 25 veinticinco de Abril del año 2023 dos mil veintitrés, ante el Juzgado de Oralidad Mercantil del Primer Distrito Judicial del Estado, bajo el expediente judicial número 4212/2019, relativo al juicio oral mercantil promovido por Marcelo Aparicio Espinoza, apoderado general para pleitos y cobranzas de Banco Mercantil del Norte, S.A. Institución de Banca Múltiple Grupo Financiero Banorte, en contra de Martín Alberto Ortiz Gaytán, tendrá verificativo en la Primera Sala de Subastas, ubicada en el piso 2 dos del Centro de Justicia Civil y Mercantil, en la calle Matamoros, número 347, esquina con Pino Suárez, en el Centro de Monterrey, Nuevo León, la audiencia de remate en pública subasta y primera almoneda, de los derechos que le corresponden a la parte demandada del bien inmueble consistente en: LOTE MARCADO CON EL NÚMERO 10-DIEZ DE LA MANZANA 30 TREINTA, UBICADO EN EL FRACCIONAMIENTO SIERRA MITRAS, CON UNA SUPERFICIE DE 90.00 M2; AL NORESTE MIDE 6.00 MTS Y COLINDA CON LA AVENIDA SIERRA CALIFORNIA; AL SURESTE MIDE 15.00 MTS Y COLINDA CON EL LOTE 11. Cuyos datos de registro son: inscripción número 2684, volumen 86, libro 84, sección propiedad, unidad Escobedo, de fecha 23 de abril de 2009. En la inteligencia que servirá como postura legal respecto del citado inmueble la cantidad de $312,000.00 (trescientos doce mil pesos 00/100 moneda nacional), que corresponde a las dos terceras partes del valor pericial del predio, el cual asciende a la cantidad de $468,000.00 (cuatrocientos sesenta y ocho mil pesos 00/100 moneda nacional). Se ordena la publicación de edictos por dos veces dentro de nueve días en el Periódico El Porvenir. Con la mención de que la audiencia se llevará a cabo de manera virtual a través de la plataforma Microsoft Teams. Monterrey, Nuevo León, a 15 de marzo del 2023. [1209, 68, 1437, 444]
notice-publication-dates: (27, 28 y 29) [339, 1871, 391, 1882]
notice-heading: AVISO NOTARIAL [324, 574, 407, 586]
notice-heading: EDICTO [586, 1136, 623, 1147]
notice-heading: EDICTO [1305, 55, 1342, 65]
legal-notice [12, 1639, 240, 1876]
legal-notice [252, 1031, 480, 1309]
notice-signature: C. SECRETARIO DEL JUZGADO SEGUNDO DE LO FAMILIAR DEL TERCER DISTRITO JUDICIAL DEL ESTADO. LIC. RAÚL GUTIÉRREZ TREVIÑO [496, 1297, 713, 1340]
notice-body: Juzgado Quinto de Jurisdicción Concurrente del Primer Distrito Judicial en el Estado, Centro de Justicia Civil y Mercantil. Ave. Pino Suárez número 602 sur, zona centro de Monterrey, Nuevo León, puerta de acceso, el piso 1 uno del Centro de Justicia Civil y Mercantil ubicado en avenida Matamoros número 347, esquina con Pino Suárez en el centro de Monterrey, Nuevo León, (ubicándose la puerta de acceso en la avenida Pino Suárez). Expediente No. 334/2011 Relativo al Juicio: juicio ejecutivo mercantil. Actor: José Eleuterio González Garza. Demandado: Liliana Aidé Fuentes Sumida. Fecha del remate: 12:00 doce horas del día 27 veintisiete de abril de 2023 dos mil veintitrés. Inmueble a rematar: LOTE DE TERRENO MARCADO CON EL NÚMERO 38 TREINTA Y SEIS, DE LA MANZANA NÚMERO 400 CUATROCIENTOS, DEL FRACCIONAMIENTO 'JARDINES DEL PASEO', 2º SEGUNDO SECTOR, UBICADO EN LA CIUDAD DE MONTERREY, NUEVO LEÓN. EL CUAL TIENE UNA SUPERFICIE TOTAL DE 170.00 M2 CIENTO SETENTA METROS CUADRADOS Y LAS SIGUIENTES MEDIDAS Y COLINDANCIAS: AL NORTE MIDE 17.00 DIECISIETE METROS A COLINDAR CON EL LOTE 37. AL ORIENTE MIDE 10.00 DIEZ METROS A COLINDAR CON LÍMITE DEL SECTOR Y DERECHO DE PASO DE PVP MEDIDA. AL SUR MIDE 17.00 DIECISIETE METROS A COLINDAR CON EL LOTE 39 Y AL PONIENTE MIDE 10.00 DIEZ METROS A COLINDAR CON LA CALLE PLAZA ESPAÑA. LA MANZANA DE REFERENCIA SE ENCUENTRA CIRCUNDADA POR LAS SIGUIENTES CALLES: AL NORTE PLAZA ESPAÑA Y AVENIDA CAMPOS ELÍSEOS, Y AL PONIENTE CALLE PLAZA ESPAÑA. Datos de Registro: Inscrito en el Registro Público de la Propiedad y del Comercio bajo el número 5697, volumen 271, libro 296, sección propiedad, unidad monterrey. Valor comercial: $850,000.00 (ochocientos cincuenta mil pesos 00/100 moneda nacional) que corresponde al valor pericial del inmueble. Postura legal: la que cubra las dos terceras partes del precio que sirve de base para el remate. Requisitos para participar: los interesados en participar deberán consignar el 10% diez por ciento del valor del bien, mediante certificado de depósito expedido por la Secretaría de Finanzas y Tesorería General del Estado. Se ordena publicar por 2 dos veces dentro de 9 nueve días hábiles en un periódico de los de mayor circulación en el Estado. Monterrey, Nuevo León a 22 de Marzo de 2023. [730, 68, 958, 569]
legal-notice [491, 1359, 719, 1596]
column-5 [964, 51, 1204, 2569]
notice-publication-dates: (17 y 27) [347, 1533, 383, 1543]
notice-publication-dates: (27 y 11) [1305, 499, 1341, 510]
notice-signature: LICENCIADO JORGE ALBERTO SALAZAR SALAZAR NOTARIO PÚBLICO TITULAR [1209, 945, 1437, 966]
legal-notice [491, 1848, 719, 2074]
notice-publication-dates: (27) [596, 1341, 613, 1351]
notice-heading: AVISO NOTARIAL [324, 55, 407, 65]
notice-heading: EDICTO [1065, 762, 1102, 774]
notice-publication-dates: (27 y 6) [1307, 967, 1339, 978]
notice-signature: LIC. JOSÉ JUAN DE DIOS CÁRDENAS TREVIÑO TITULAR NOTARÍA PÚBLICA NÚMERO 136 CATJ-441105-FR3 [501, 861, 708, 904]
notice-signature: ALMA ARACELY HERNÁNDEZ MORENO C. SECRETARIO ADSCRITO AL JUZGADO PRIMERO DE LO FAMILIAR DEL DÉCIMO TERCER DISTRITO JUDICIAL EN EL ESTADO. [13, 216, 238, 258]
notice-heading: AVISO NOTARIAL [563, 340, 646, 352]
notice-body: Con fecha 6 seis de marzo de 2023 dos mil veintitrés, se admitió en este Juzgado Primero de lo Familiar del Décimo Tercer Distrito Judicial en el Estado, bajo el número 222/2023 relativo al juicio sucesorio de intestado a bienes de C. Isauro Zaragoza Eguren, ordenándose la publicación de un edicto por una sola vez en el periódico El Porvenir que se edita en esta Ciudad y en el Boletín Judicial del Estado, a fin de convocar a todas aquellas personas que se crean con derecho a la herencia para que dentro del término de 30 treinta días contados a partir de la publicación del edicto que se ordena comparezcan ante esta Autoridad a fin de deducir sus derechos hereditarios.- Doy Fe.- Apodaca, Nuevo León, a 06 de marzo del 2023. [12, 68, 240, 214]
notice-signature: LICENCIADO GABRIEL TLALOC CANTÚ CANTÚ NOTARIO PÚBLICO TITULAR NÚMERO 88 CACG-720629-IG4 [22, 1588, 229, 1619]
notice-body: Con fecha 10 de marzo del año 2023, ante el Suscrito Notario, se denunció la SUCESIÓN INTESTAMENTARIA EXTRAJUDICIAL a bienes del señor JUAN MANUEL MENDOZA TORRES, quien falleció el día 14 de Enero de 2021, declarando a los señores JUAN ALFONSO, MARÍA AMALIA, OLGA ESTHELA, DAVID GUADALUPE, NORMA LETICIA Y JUAN MARCOS todos de apellidos MENDOZA SÁNCHEZ, como ÚNICOS Y UNIVERSALES HEREDEROS de dicha sucesión y el nombramiento y aceptación del cargo de Albacea por parte del señor JUAN MARCOS MENDOZA SÁNCHEZ manifestando que procederá a formular el inventario y avalúo de los bienes que conforman el acervo hereditario, debiendo efectuarse dos publicaciones que se harán de diez (10) en diez (10) días, en el Periódico El Porvenir, que se edita en esta Ciudad, para los efectos legales a que hubiere lugar. Lo anterior de conformidad con los artículos 799, 881 Y 882 del Código de Procedimientos Civiles vigente en el Estado. Monterrey, Nuevo León, a 10 de marzo de 2023 [491, 68, 719, 287]
notice-heading: EDICTO [107, 875, 144, 886]
notice-publication-dates: (27 y 6) [110, 856, 142, 867]
masthead [0, 0, 1449, 50]
notice-heading: AVISO NOTARIAL [563, 55, 646, 65]
legal-notice [252, 330, 480, 567]
notice-signature: LIC. JORGE HUMBERTO SALDAÑA DE LA GARZA NOTARIO PÚBLICO TITULAR DE LA NOTARÍA PÚBLICA No. 102 TERCER DISTRITO REGISTRAL LINARES, NUEVO LEÓN [496, 554, 713, 607]
notice-signature: LA C. SECRETARIO DEL JUZGADO MIXTO DE LO CIVIL Y FAMILIAR DE PRIMERA INSTANCIA DEL DÉCIMO PRIMER DISTRITO JUDICIAL EN EL ESTADO. LIC. ROSA MARGARITA HERNÁNDEZ HERNÁNDEZ [973, 893, 1194, 945]
legal-notice [252, 1317, 480, 1543]
notice-body: Se presentaron ante el Suscrito, RAMIRO, JOSÉ RAMÓN, FRANCISCO SILVESTRE, TRANQUILINO SANTOS, MARÍA SOFIA, PEDRO JAVIER y OLGA ERNESTINA y MARÍA DE JESÚS de apellidos SÁNCHEZ PEÑA, a denunciar la SUCESIÓN DE INTESTADO EN LA VÍA EXTRAJUDICIAL, a bienes de la señora EMMA LIDIA PEÑA CANTÚ, quien durante diversos actos de su vida utilizó indistintamente los nombres de EMMA LIDIA PEÑA CANTÚ y EMMA LIDIA PEÑA y presentándome acta de defunción y actas de nacimiento. Asimismo, quienes se reconocieron como únicos y universales herederos, procederán a formular el inventario de los bienes que forman la masa hereditaria. Se publica este aviso por dos ocasiones de (10) diez en (10) diez días, en cumplimiento a lo dispuesto por el Artículo 882 del Código de Procedimientos Civiles Vigente en el Estado. Allende, Nuevo León, a 15 de Marzo del año 2023. [1209, 754, 1437, 943]
notice-signature: LIC. RAÚL ANTONIO MATA CORONA C. SECRETARIO DEL JUZGADO MIXTO DE PRIMERA INSTANCIA DEL OCTAVO DISTRITO JUDICIAL DEL ESTADO [491, 2020, 719, 2062]
legal-notice [731, 643, 959, 890]
notice-publication-dates: (27) [596, 1585, 613, 1596]
notice-heading: PUBLICACIÓN NOTARIAL [65, 692, 186, 704]
